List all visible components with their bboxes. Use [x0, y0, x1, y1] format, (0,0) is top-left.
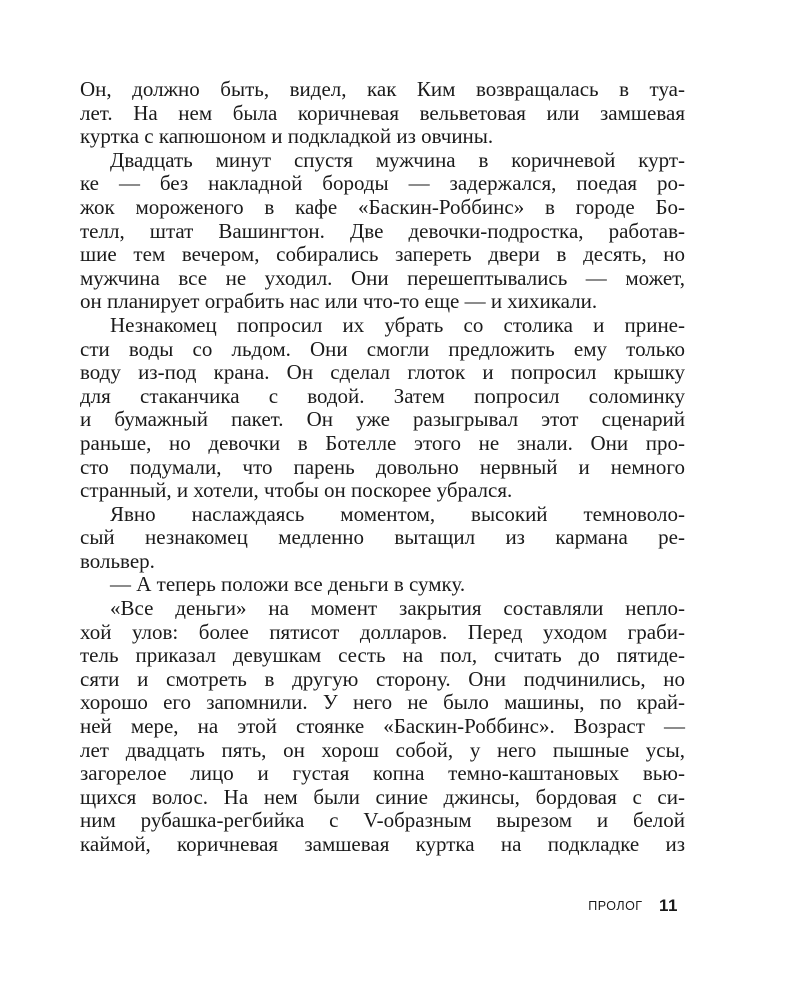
- text-line: — А теперь положи все деньги в сумку.: [110, 572, 466, 597]
- text-line: щихся волос. На нем были синие джинсы, бордовая с си-: [80, 784, 685, 809]
- running-footer: [588, 896, 678, 916]
- text-line: мужчина все не уходил. Они перешептывались — может,: [80, 265, 685, 290]
- text-line: сто подумали, что парень довольно нервный и немного: [80, 454, 685, 479]
- text-line: Он, должно быть, видел, как Ким возвращалась в туа-: [80, 77, 685, 101]
- text-line: он планирует ограбить нас или что-то еще — и хихикали.: [80, 289, 598, 314]
- text-line: сый незнакомец медленно вытащил из кармана ре-: [80, 525, 685, 550]
- text-line: загорелое лицо и густая копна темно-каштановых вью-: [80, 761, 685, 786]
- body-text: [80, 78, 685, 857]
- text-line: тель приказал девушкам сесть на пол, считать до пятиде-: [80, 643, 685, 668]
- text-line: телл, штат Вашингтон. Две девочки-подростка, работав-: [80, 218, 685, 243]
- text-line: Двадцать минут спустя мужчина в коричневой курт-: [110, 147, 685, 172]
- text-line: ке — без накладной бороды — задержался, поедая ро-: [80, 171, 685, 196]
- text-line: воду из-под крана. Он сделал глоток и попросил крышку: [80, 360, 685, 385]
- text-line: Явно наслаждаясь моментом, высокий темноволо-: [110, 501, 685, 526]
- text-line: раньше, но девочки в Ботелле этого не знали. Они про-: [80, 430, 685, 455]
- text-line: и бумажный пакет. Он уже разыгрывал этот сценарий: [80, 407, 685, 432]
- text-line: для стаканчика с водой. Затем попросил соломинку: [80, 383, 685, 408]
- text-line: шие тем вечером, собирались запереть двери в десять, но: [80, 242, 685, 267]
- text-line: жок мороженого в кафе «Баскин-Роббинс» в городе Бо-: [80, 194, 685, 219]
- text-line: странный, и хотели, чтобы он поскорее убрался.: [80, 478, 513, 503]
- text-line: куртка с капюшоном и подкладкой из овчины.: [80, 124, 494, 149]
- text-line: ним рубашка-регбийка с V-образным вырезом и белой: [80, 808, 685, 833]
- section-label: ПРОЛОГ: [588, 899, 643, 913]
- text-line: вольвер.: [80, 548, 155, 573]
- page-number: 11: [659, 896, 678, 915]
- text-line: сяти и смотреть в другую сторону. Они подчинились, но: [80, 666, 685, 691]
- text-line: сти воды со льдом. Они смогли предложить ему только: [80, 336, 685, 361]
- text-line: лет двадцать пять, он хорош собой, у него пышные усы,: [80, 737, 685, 762]
- text-line: хорошо его запомнили. У него не было машины, по край-: [80, 690, 685, 715]
- text-line: Незнакомец попросил их убрать со столика и прине-: [110, 312, 685, 337]
- text-line: лет. На нем была коричневая вельветовая или замшевая: [80, 100, 685, 125]
- text-line: хой улов: более пятисот долларов. Перед уходом граби-: [80, 619, 685, 644]
- text-line: ней мере, на этой стоянке «Баскин-Роббинс». Возраст —: [80, 714, 685, 739]
- text-line: «Все деньги» на момент закрытия составляли непло-: [110, 596, 685, 621]
- text-line: каймой, коричневая замшевая куртка на подкладке из: [80, 832, 685, 856]
